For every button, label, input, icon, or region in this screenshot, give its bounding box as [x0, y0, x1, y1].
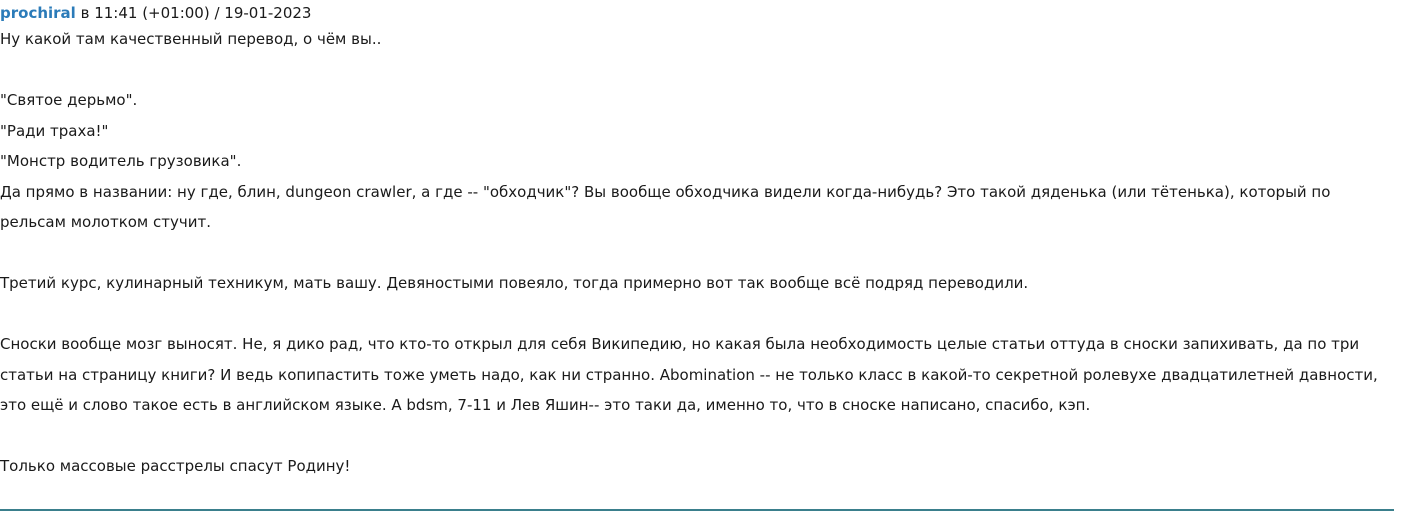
post-blank-line — [0, 238, 1394, 269]
post-author-link[interactable]: prochiral — [0, 4, 76, 22]
post-divider — [0, 509, 1394, 511]
post-paragraph: Третий курс, кулинарный техникум, мать вашу. Девяностыми повеяло, тогда примерно вот так вообще всё подряд переводили. — [0, 274, 1029, 292]
post-paragraph: Только массовые расстрелы спасут Родину! — [0, 457, 351, 475]
post-blank-line — [0, 421, 1394, 452]
post-paragraph: Ну какой там качественный перевод, о чём вы.. — [0, 30, 382, 48]
post-paragraph: Да прямо в названии: ну где, блин, dungeon crawler, а где -- "обходчик"? Вы вообще обходчика видели когда-нибудь? Это такой дяденька (или тётенька), который по рельсам молотком стучит. — [0, 182, 1331, 231]
post-blank-line — [0, 299, 1394, 330]
post-body — [0, 24, 1394, 482]
post-header — [0, 0, 1394, 24]
post-timestamp: в 11:41 (+01:00) / 19-01-2023 — [75, 4, 312, 22]
post-paragraph: Сноски вообще мозг выносят. Не, я дико рад, что кто-то открыл для себя Википедию, но какая была необходимость целые статьи оттуда в сноски запихивать, да по три статьи на страницу книги? И ведь копипастить тоже уметь надо, как ни странно. Abomination -- не только класс в какой-то секретной ролевухе двадцатилетней давности, это ещё и слово такое есть в английском языке. А bdsm, 7-11 и Лев Яшин-- это таки да, именно то, что в сноске написано, спасибо, кэп. — [0, 335, 1378, 414]
post-blank-line — [0, 55, 1394, 86]
post-paragraph: "Ради траха!" — [0, 121, 109, 140]
post-paragraph: "Святое дерьмо". — [0, 91, 138, 109]
post-paragraph: "Монстр водитель грузовика". — [0, 152, 242, 170]
